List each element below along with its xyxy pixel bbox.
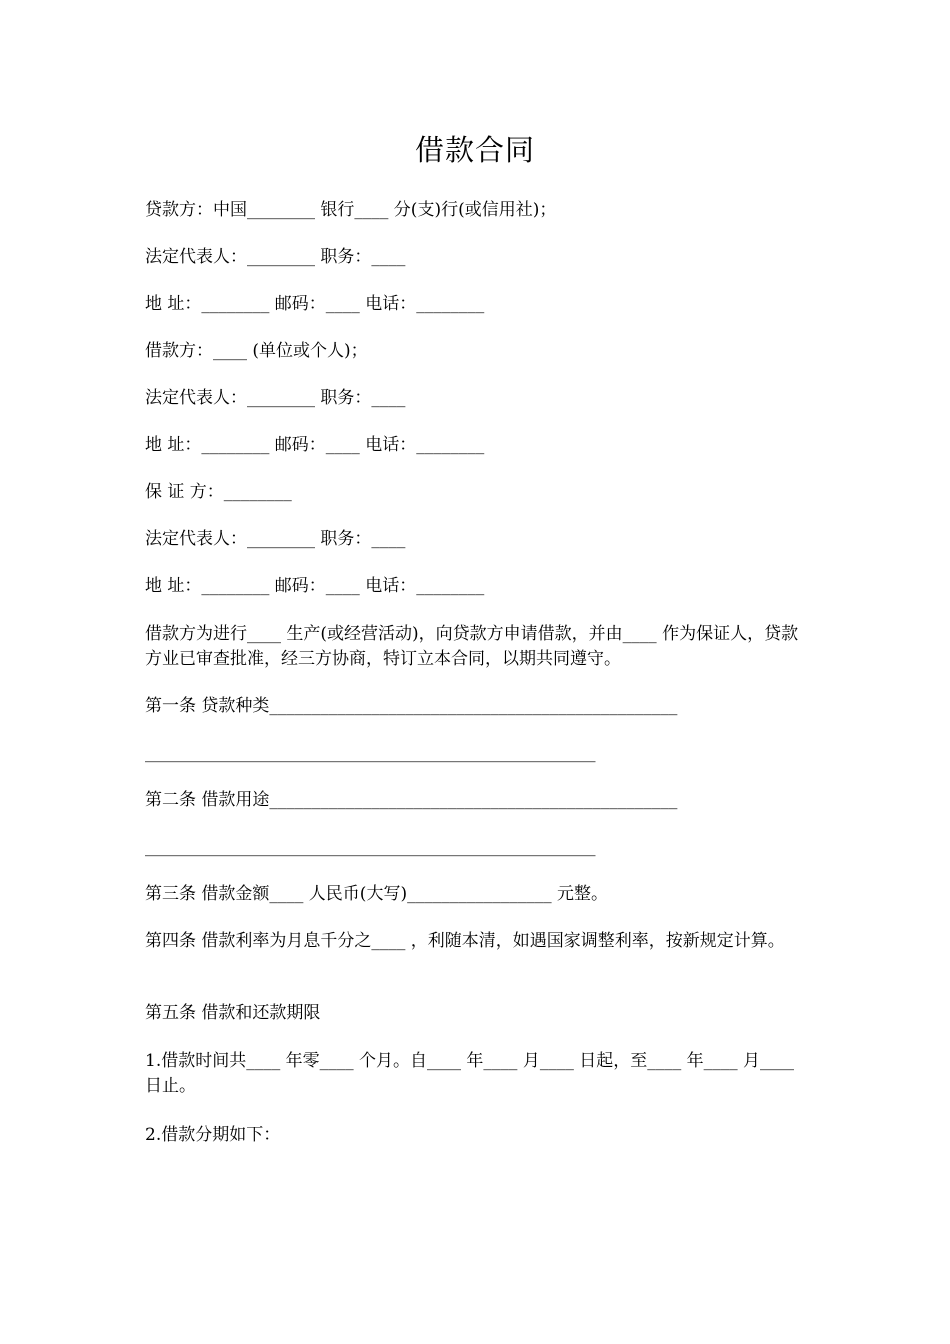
article-5-item-1: 1.借款时间共____ 年零____ 个月。自____ 年____ 月____ 日起，至____ 年____ 月____ 日止。 (145, 1051, 795, 1096)
lender-address-line: 地 址：________ 邮码：____ 电话：________ (145, 294, 485, 314)
intro-paragraph: 借款方为进行____ 生产(或经营活动)，向贷款方申请借款，并由____ 作为保证人，贷款方业已审查批准，经三方协商，特订立本合同，以期共同遵守。 (145, 624, 799, 669)
article-5: 第五条 借款和还款期限 (145, 1003, 321, 1023)
article-3: 第三条 借款金额____ 人民币(大写)_________________ 元整。 (145, 884, 608, 904)
guarantor-address-line: 地 址：________ 邮码：____ 电话：________ (145, 576, 485, 596)
article-4: 第四条 借款利率为月息千分之____ ，利随本清，如遇国家调整利率，按新规定计算。 (145, 931, 785, 951)
lender-representative-line: 法定代表人：________ 职务：____ (145, 247, 406, 267)
article-2-blank-line: _____________________________________________________ (145, 837, 596, 857)
article-2: 第二条 借款用途________________________________________________ (145, 790, 678, 810)
borrower-representative-line: 法定代表人：________ 职务：____ (145, 388, 406, 408)
lender-line: 贷款方：中国________ 银行____ 分(支)行(或信用社)； (145, 200, 557, 220)
document-title: 借款合同 (414, 133, 535, 167)
article-1: 第一条 贷款种类________________________________________________ (145, 696, 678, 716)
article-5-item-2: 2.借款分期如下： (145, 1125, 281, 1145)
borrower-address-line: 地 址：________ 邮码：____ 电话：________ (145, 435, 485, 455)
guarantor-representative-line: 法定代表人：________ 职务：____ (145, 529, 406, 549)
guarantor-line: 保 证 方：________ (145, 482, 292, 502)
borrower-line: 借款方：____ (单位或个人)； (145, 341, 368, 361)
article-1-blank-line: _____________________________________________________ (145, 743, 596, 763)
